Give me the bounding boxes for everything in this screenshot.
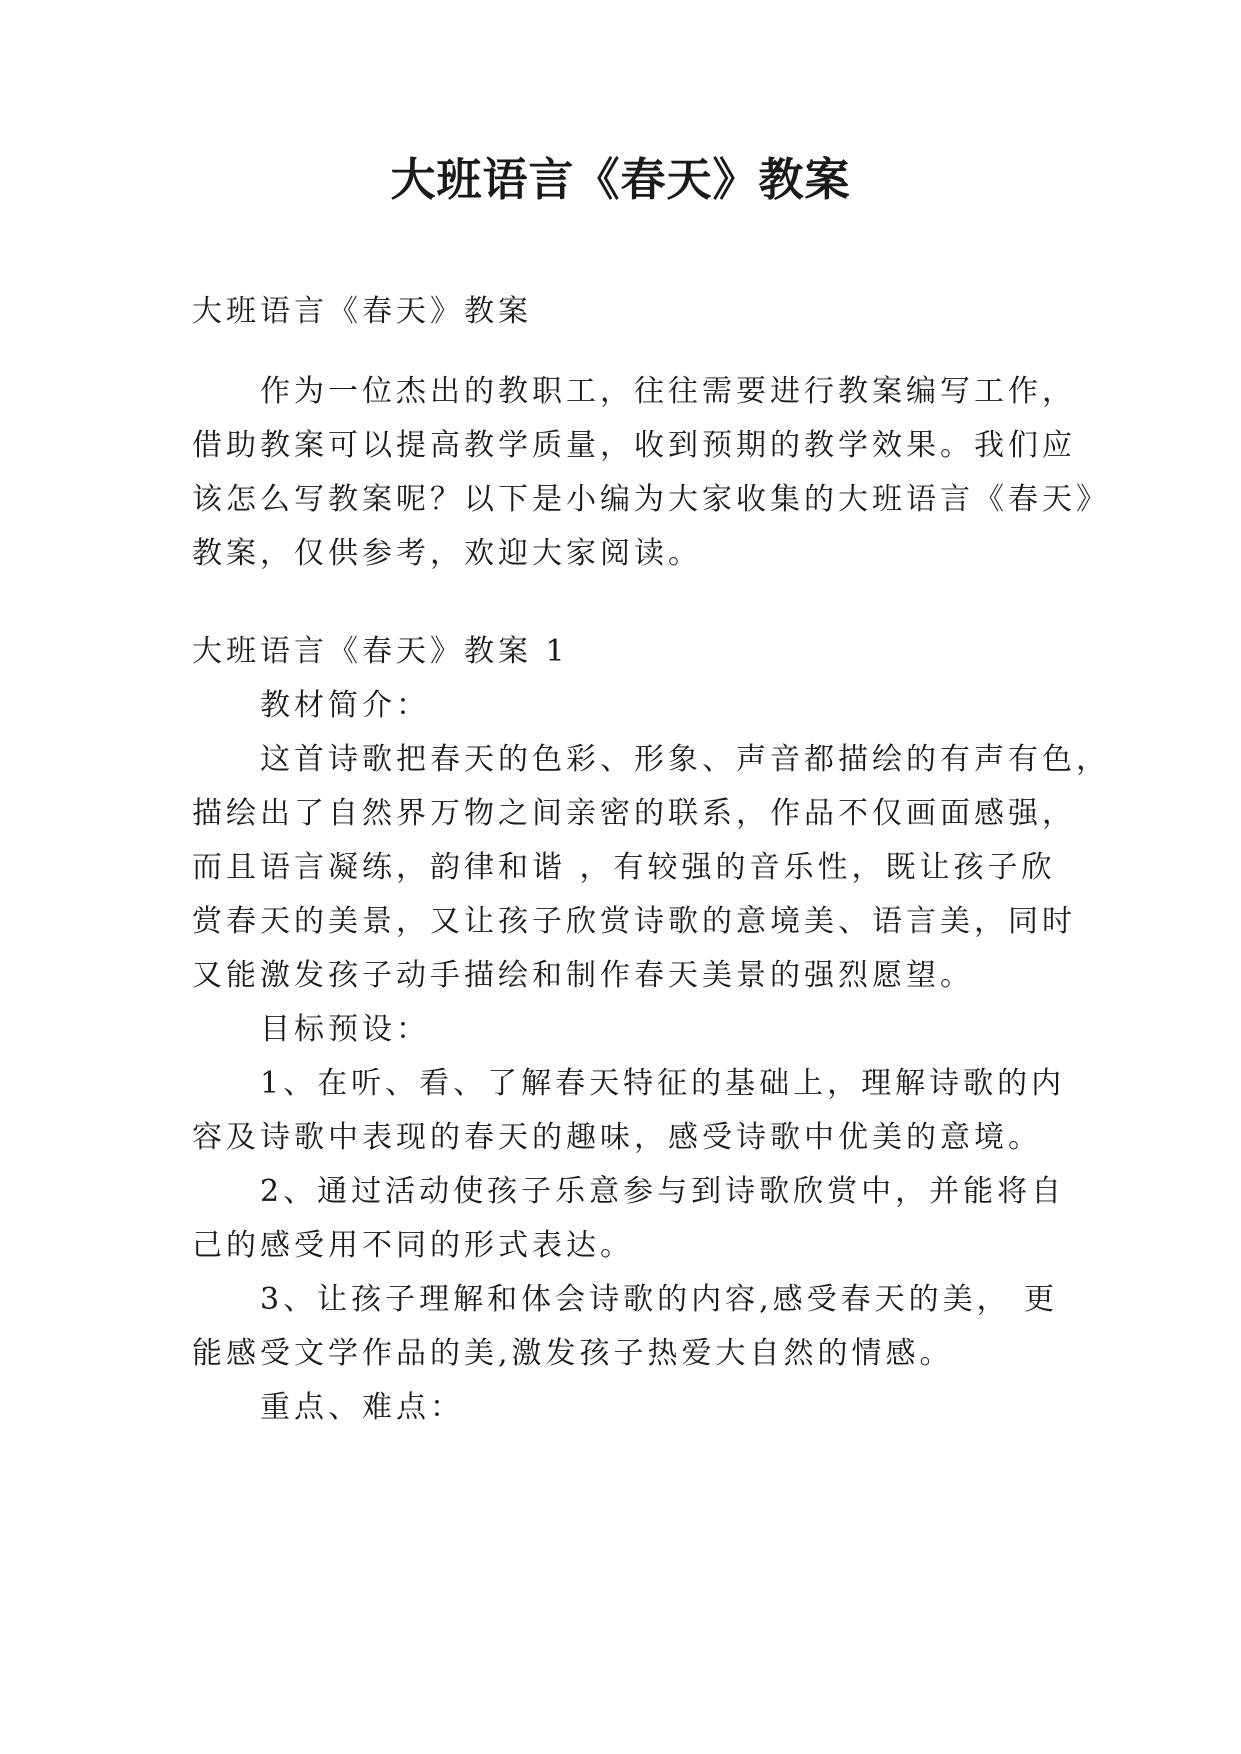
subtitle: 大班语言《春天》教案	[192, 294, 532, 329]
key-heading: 重点、难点：	[260, 1390, 464, 1425]
goal-line-4: 己的感受用不同的形式表达。	[192, 1228, 634, 1263]
intro-line-2: 借助教案可以提高教学质量，收到预期的教学效果。我们应	[192, 428, 1076, 463]
material-line-2: 描绘出了自然界万物之间亲密的联系，作品不仅画面感强，	[192, 796, 1076, 831]
goal-line-2: 容及诗歌中表现的春天的趣味，感受诗歌中优美的意境。	[192, 1120, 1042, 1155]
intro-line-1: 作为一位杰出的教职工，往往需要进行教案编写工作，	[260, 374, 1076, 409]
material-heading: 教材简介：	[260, 688, 430, 723]
material-line-4: 赏春天的美景，又让孩子欣赏诗歌的意境美、语言美，同时	[192, 904, 1076, 939]
section-heading: 大班语言《春天》教案 1	[192, 634, 569, 669]
material-line-1: 这首诗歌把春天的色彩、形象、声音都描绘的有声有色，	[260, 742, 1110, 777]
goal-line-5: 3、让孩子理解和体会诗歌的内容,感受春天的美， 更	[260, 1282, 1059, 1317]
material-line-3: 而且语言凝练，韵律和谐 ，有较强的音乐性，既让孩子欣	[192, 850, 1056, 885]
intro-line-3: 该怎么写教案呢？以下是小编为大家收集的大班语言《春天》	[192, 482, 1110, 517]
material-line-5: 又能激发孩子动手描绘和制作春天美景的强烈愿望。	[192, 958, 974, 993]
goal-line-1: 1、在听、看、了解春天特征的基础上，理解诗歌的内	[260, 1066, 1066, 1101]
goal-line-6: 能感受文学作品的美,激发孩子热爱大自然的情感。	[192, 1336, 954, 1371]
document-title: 大班语言《春天》教案	[390, 153, 851, 206]
intro-line-4: 教案，仅供参考，欢迎大家阅读。	[192, 536, 702, 571]
goal-heading: 目标预设：	[260, 1012, 430, 1047]
goal-line-3: 2、通过活动使孩子乐意参与到诗歌欣赏中，并能将自	[260, 1174, 1066, 1209]
